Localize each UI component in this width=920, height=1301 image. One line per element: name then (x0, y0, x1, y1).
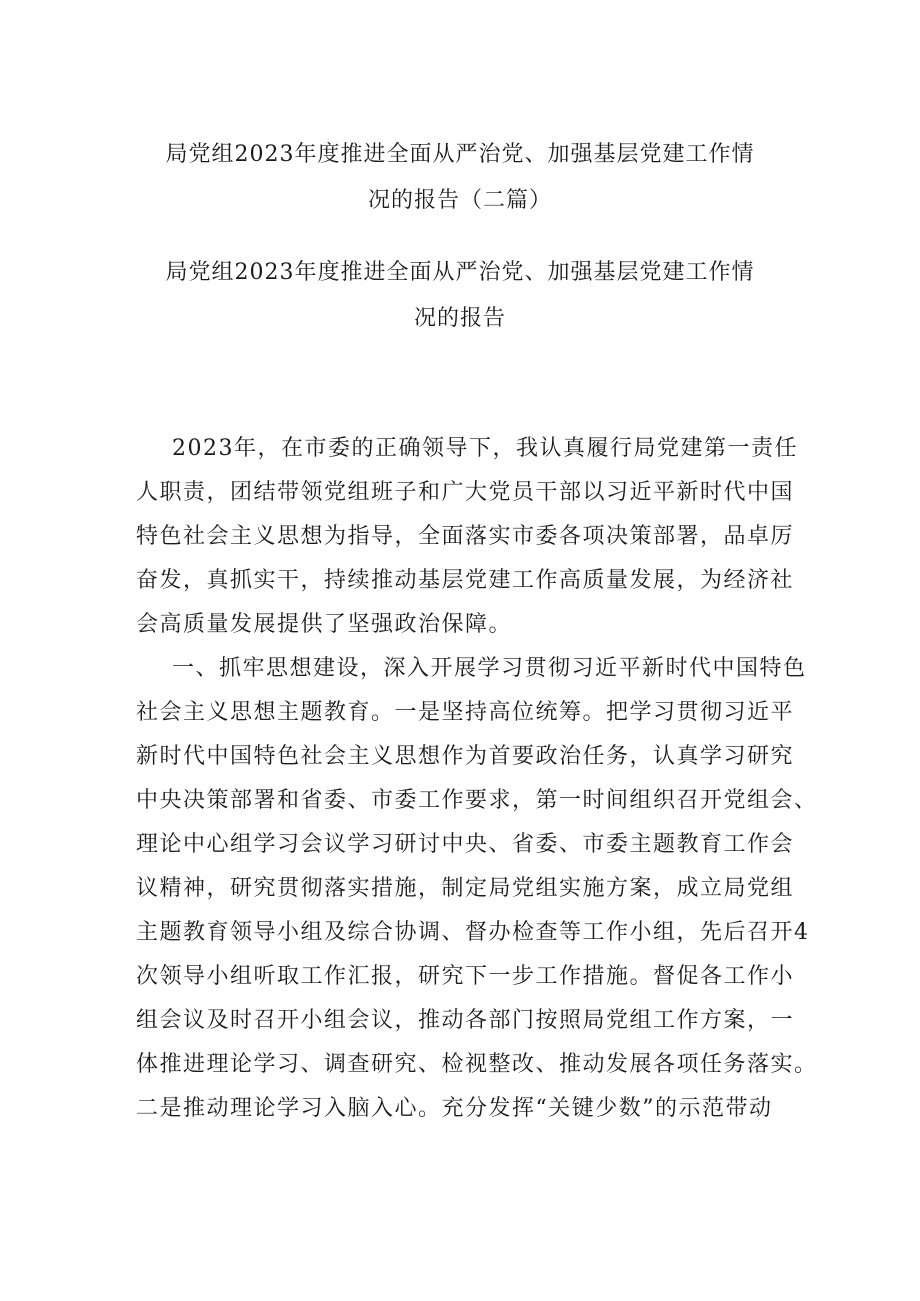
subtitle-line-1: 局党组2023年度推进全面从严治党、加强基层党建工作情 (165, 260, 755, 285)
body-paragraph-2 (136, 647, 818, 1131)
paragraph-line: 二是推动理论学习入脑入心。充分发挥“关键少数”的示范带动 (136, 1096, 773, 1121)
paragraph-line: 社会主义思想主题教育。一是坚持高位统筹。把学习贯彻习近平 (136, 700, 795, 725)
paragraph-line: 主题教育领导小组及综合协调、督办检查等工作小组，先后召开4 (136, 920, 810, 945)
paragraph-line: 体推进理论学习、调查研究、检视整改、推动发展各项任务落实。 (136, 1052, 818, 1077)
body-paragraph-1 (136, 427, 796, 647)
paragraph-line: 议精神，研究贯彻落实措施，制定局党组实施方案，成立局党组 (136, 876, 795, 901)
document-subtitle (0, 259, 920, 333)
paragraph-line: 组会议及时召开小组会议，推动各部门按照局党组工作方案，一 (136, 1008, 795, 1033)
title-line-2: 况的报告（二篇） (367, 188, 552, 213)
paragraph-line: 特色社会主义思想为指导，全面落实市委各项决策部署，品卓厉 (136, 524, 795, 549)
title-line-1: 局党组2023年度推进全面从严治党、加强基层党建工作情 (165, 142, 755, 167)
paragraph-line: 新时代中国特色社会主义思想作为首要政治任务，认真学习研究 (136, 744, 795, 769)
paragraph-line: 中央决策部署和省委、市委工作要求，第一时间组织召开党组会、 (136, 788, 818, 813)
paragraph-line: 理论中心组学习会议学习研讨中央、省委、市委主题教育工作会 (136, 832, 795, 857)
paragraph-line: 次领导小组听取工作汇报，研究下一步工作措施。督促各工作小 (136, 964, 795, 989)
document-title-with-count (0, 141, 920, 215)
subtitle-line-2: 况的报告 (413, 306, 506, 331)
paragraph-line: 奋发，真抓实干，持续推动基层党建工作高质量发展，为经济社 (136, 568, 795, 593)
paragraph-line: 一、抓牢思想建设，深入开展学习贯彻习近平新时代中国特色 (172, 656, 807, 681)
paragraph-line: 会高质量发展提供了坚强政治保障。 (136, 612, 513, 637)
paragraph-line: 2023年，在市委的正确领导下，我认真履行局党建第一责任 (172, 436, 798, 461)
paragraph-line: 人职责，团结带领党组班子和广大党员干部以习近平新时代中国 (136, 480, 795, 505)
